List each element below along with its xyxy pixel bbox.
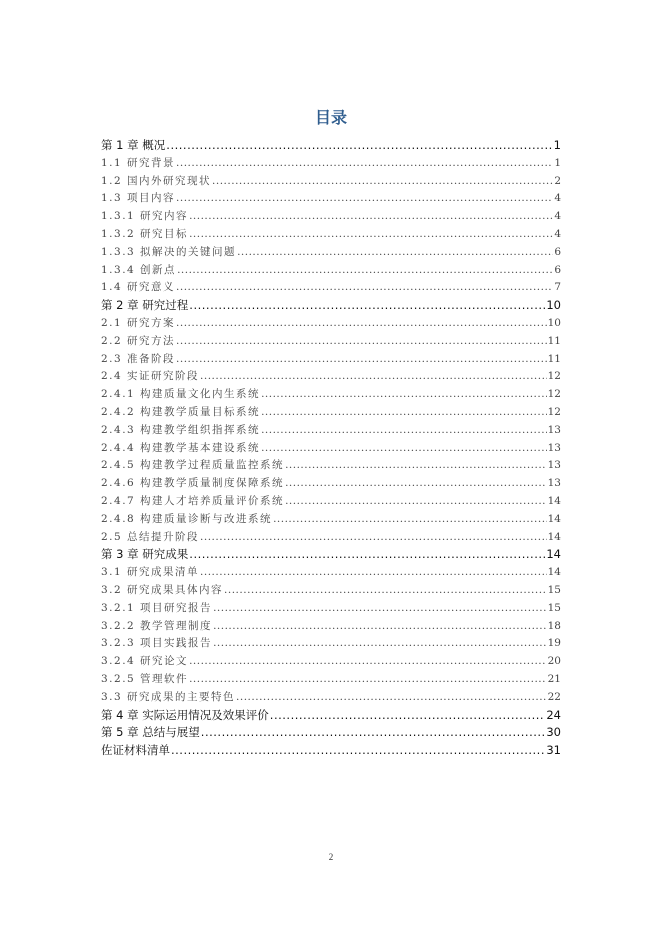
dot-leader (189, 653, 547, 671)
toc-entry-page: 6 (554, 245, 561, 258)
dot-leader (212, 173, 553, 191)
dot-leader (171, 742, 545, 760)
toc-entry[interactable] (101, 653, 561, 671)
toc-entry[interactable] (101, 618, 561, 636)
toc-entry[interactable] (101, 244, 561, 262)
toc-entry[interactable] (101, 279, 561, 297)
toc-entry-label: 2.3 准备阶段 (101, 352, 176, 365)
toc-entry-label: 2.4.6 构建教学质量制度保障系统 (101, 477, 285, 490)
dot-leader (189, 226, 553, 244)
toc-entry[interactable] (101, 707, 561, 725)
toc-entry[interactable] (101, 493, 561, 511)
toc-entry-label: 3.2.2 教学管理制度 (101, 619, 213, 632)
toc-entry-page: 6 (554, 263, 561, 276)
toc-entry-page: 1 (554, 156, 561, 169)
toc-entry[interactable] (101, 529, 561, 547)
toc-entry-label: 2.4.2 构建教学质量目标系统 (101, 405, 261, 418)
toc-entry-label: 第 2 章 研究过程 (101, 298, 189, 313)
dot-leader (270, 707, 546, 725)
toc-entry[interactable] (101, 724, 561, 742)
dot-leader (200, 529, 547, 547)
toc-entry-label: 2.4.3 构建教学组织指挥系统 (101, 423, 261, 436)
toc-entry-label: 2.4.1 构建质量文化内生系统 (101, 388, 261, 401)
dot-leader (261, 404, 547, 422)
toc-entry-page: 24 (546, 707, 561, 722)
toc-entry-page: 12 (547, 405, 561, 418)
toc-entry-page: 10 (547, 316, 561, 329)
toc-entry-label: 佐证材料清单 (101, 743, 170, 758)
dot-leader (200, 368, 547, 386)
table-of-contents (101, 137, 561, 760)
dot-leader (176, 315, 547, 333)
toc-entry-label: 2.4.5 构建教学过程质量监控系统 (101, 459, 285, 472)
dot-leader (189, 546, 545, 564)
dot-leader (176, 279, 553, 297)
toc-entry-page: 11 (547, 352, 561, 365)
dot-leader (166, 137, 552, 155)
dot-leader (261, 386, 547, 404)
toc-entry[interactable] (101, 137, 561, 155)
dot-leader (200, 564, 547, 582)
toc-entry-label: 3.3 研究成果的主要特色 (101, 690, 236, 703)
dot-leader (213, 635, 547, 653)
dot-leader (273, 511, 547, 529)
toc-entry-label: 1.2 国内外研究现状 (101, 174, 212, 187)
toc-entry-page: 15 (547, 583, 561, 596)
toc-entry[interactable] (101, 368, 561, 386)
toc-entry-page: 14 (547, 530, 561, 543)
dot-leader (176, 190, 553, 208)
toc-entry-page: 12 (547, 388, 561, 401)
toc-entry-label: 3.1 研究成果清单 (101, 566, 200, 579)
toc-entry-page: 14 (547, 512, 561, 525)
toc-entry[interactable] (101, 457, 561, 475)
toc-entry-page: 20 (547, 655, 561, 668)
toc-entry-label: 第 4 章 实际运用情况及效果评价 (101, 707, 269, 722)
dot-leader (176, 333, 547, 351)
dot-leader (261, 440, 547, 458)
toc-entry[interactable] (101, 226, 561, 244)
toc-entry-label: 1.3.3 拟解决的关键问题 (101, 245, 237, 258)
toc-entry-label: 第 5 章 总结与展望 (101, 725, 200, 740)
toc-entry[interactable] (101, 422, 561, 440)
toc-entry-page: 13 (547, 459, 561, 472)
toc-entry-label: 2.4.7 构建人才培养质量评价系统 (101, 494, 285, 507)
toc-entry-label: 1.1 研究背景 (101, 156, 176, 169)
toc-entry-label: 1.4 研究意义 (101, 281, 176, 294)
dot-leader (176, 351, 547, 369)
toc-entry-label: 第 3 章 研究成果 (101, 547, 189, 562)
toc-entry-page: 30 (546, 725, 561, 740)
dot-leader (224, 582, 547, 600)
toc-entry-label: 1.3.1 研究内容 (101, 210, 189, 223)
toc-entry-page: 13 (547, 477, 561, 490)
toc-entry-page: 10 (546, 298, 561, 313)
toc-entry[interactable] (101, 440, 561, 458)
toc-entry-page: 11 (547, 334, 561, 347)
dot-leader (176, 155, 553, 173)
toc-entry-label: 1.3.2 研究目标 (101, 227, 189, 240)
toc-entry[interactable] (101, 564, 561, 582)
dot-leader (236, 689, 547, 707)
toc-entry[interactable] (101, 635, 561, 653)
dot-leader (213, 600, 547, 618)
toc-title: 目录 (314, 108, 347, 127)
toc-entry[interactable] (101, 511, 561, 529)
toc-entry-page: 2 (554, 174, 561, 187)
toc-entry-page: 4 (554, 210, 561, 223)
toc-entry-label: 2.4 实证研究阶段 (101, 370, 200, 383)
toc-entry[interactable] (101, 190, 561, 208)
toc-entry-page: 4 (554, 227, 561, 240)
dot-leader (285, 475, 547, 493)
dot-leader (285, 493, 547, 511)
toc-entry-label: 3.2.5 管理软件 (101, 672, 189, 685)
toc-entry[interactable] (101, 155, 561, 173)
toc-entry[interactable] (101, 262, 561, 280)
toc-entry-page: 13 (547, 441, 561, 454)
dot-leader (189, 297, 545, 315)
toc-entry-label: 1.3.4 创新点 (101, 263, 177, 276)
dot-leader (285, 457, 547, 475)
toc-entry[interactable] (101, 315, 561, 333)
toc-entry[interactable] (101, 297, 561, 315)
toc-entry[interactable] (101, 208, 561, 226)
toc-entry-page: 13 (547, 423, 561, 436)
dot-leader (189, 208, 553, 226)
toc-entry[interactable] (101, 351, 561, 369)
toc-entry[interactable] (101, 689, 561, 707)
toc-entry-label: 3.2 研究成果具体内容 (101, 583, 224, 596)
toc-entry-label: 2.1 研究方案 (101, 316, 176, 329)
toc-entry-page: 12 (547, 370, 561, 383)
toc-entry[interactable] (101, 742, 561, 760)
toc-entry-page: 19 (547, 637, 561, 650)
toc-entry[interactable] (101, 404, 561, 422)
toc-entry-page: 14 (546, 547, 561, 562)
toc-entry-page: 18 (547, 619, 561, 632)
dot-leader (213, 618, 547, 636)
dot-leader (201, 724, 546, 742)
toc-entry-page: 1 (553, 138, 561, 152)
dot-leader (189, 671, 547, 689)
dot-leader (177, 262, 553, 280)
toc-entry-label: 2.4.8 构建质量诊断与改进系统 (101, 512, 273, 525)
toc-entry-page: 14 (547, 566, 561, 579)
toc-entry-label: 2.2 研究方法 (101, 334, 176, 347)
toc-entry[interactable] (101, 475, 561, 493)
toc-entry[interactable] (101, 173, 561, 191)
toc-entry-page: 31 (546, 743, 561, 758)
toc-entry[interactable] (101, 333, 561, 351)
dot-leader (261, 422, 547, 440)
toc-entry[interactable] (101, 671, 561, 689)
toc-entry[interactable] (101, 582, 561, 600)
toc-entry-label: 3.2.1 项目研究报告 (101, 601, 213, 614)
toc-entry-page: 21 (547, 672, 561, 685)
toc-entry-label: 3.2.3 项目实践报告 (101, 637, 213, 650)
page-number: 2 (328, 852, 334, 862)
toc-entry[interactable] (101, 600, 561, 618)
toc-entry-label: 2.4.4 构建教学基本建设系统 (101, 441, 261, 454)
toc-entry-page: 7 (554, 281, 561, 294)
toc-entry-page: 15 (547, 601, 561, 614)
dot-leader (237, 244, 553, 262)
toc-entry-page: 4 (554, 192, 561, 205)
toc-entry-label: 3.2.4 研究论文 (101, 655, 189, 668)
toc-entry-label: 2.5 总结提升阶段 (101, 530, 200, 543)
toc-entry[interactable] (101, 546, 561, 564)
toc-entry-label: 1.3 项目内容 (101, 192, 176, 205)
toc-entry-label: 第 1 章 概况 (101, 138, 166, 152)
toc-entry-page: 22 (547, 690, 561, 703)
toc-entry[interactable] (101, 386, 561, 404)
toc-entry-page: 14 (547, 494, 561, 507)
